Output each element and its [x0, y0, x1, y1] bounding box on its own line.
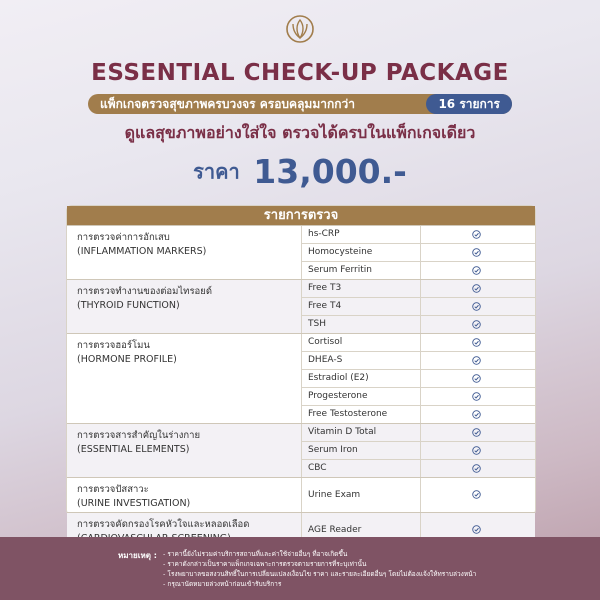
table-heading: รายการตรวจ: [67, 206, 535, 225]
table-row: [302, 226, 536, 244]
test-name: TSH: [308, 319, 326, 329]
test-name: Free T3: [308, 283, 342, 293]
table-row: [302, 280, 536, 298]
page-subtitle: ดูแลสุขภาพอย่างใส่ใจ ตรวจได้ครบในแพ็กเกจเดียว: [124, 123, 476, 142]
test-name: hs-CRP: [308, 229, 340, 239]
group-items: [301, 478, 536, 512]
group-label-english: (HORMONE PROFILE): [77, 354, 177, 365]
included-cell: [420, 478, 537, 512]
check-circle-icon: [472, 464, 481, 473]
group-label-english: (ESSENTIAL ELEMENTS): [77, 444, 190, 455]
package-banner-text: แพ็กเกจตรวจสุขภาพครบวงจร ครอบคลุมมากกว่า: [100, 97, 355, 111]
table-row: [302, 442, 536, 460]
note-item: - โรงพยาบาลขอสงวนสิทธิ์ในการเปลี่ยนแปลงเงื่อนไข ราคา และรายละเอียดอื่นๆ โดยไม่ต้องแจ้งให้ทราบล่วงหน้า: [163, 570, 477, 578]
note-item: - กรุณานัดหมายล่วงหน้าก่อนเข้ารับบริการ: [163, 580, 282, 588]
price-value: 13,000.-: [253, 152, 407, 191]
check-circle-icon: [472, 356, 481, 365]
lotus-logo-icon: [285, 14, 315, 44]
table-row: [302, 388, 536, 406]
included-cell: [420, 298, 537, 315]
included-cell: [420, 370, 537, 387]
table-group: [67, 225, 535, 279]
check-circle-icon: [472, 428, 481, 437]
included-cell: [420, 226, 537, 243]
test-name: DHEA-S: [308, 355, 343, 365]
group-label-thai: การตรวจค่าการอักเสบ: [77, 232, 170, 243]
check-circle-icon: [472, 374, 481, 383]
table-row: [302, 316, 536, 333]
note-item: - ราคาดังกล่าวเป็นราคาแพ็กเกจเฉพาะการตรวจตามรายการที่ระบุเท่านั้น: [163, 560, 367, 568]
group-items: [301, 226, 536, 279]
notes-title: หมายเหตุ :: [118, 551, 157, 560]
table-row: [302, 406, 536, 423]
table-row: [302, 298, 536, 316]
note-item: - ราคานี้ยังไม่รวมค่าบริการสถานที่และค่าใช้จ่ายอื่นๆ ที่อาจเกิดขึ้น: [163, 550, 348, 558]
table-group: [67, 423, 535, 477]
test-name: Serum Ferritin: [308, 265, 372, 275]
table-row: [302, 262, 536, 279]
table-group: [67, 477, 535, 512]
table-row: [302, 370, 536, 388]
table-row: [302, 334, 536, 352]
check-circle-icon: [472, 338, 481, 347]
test-name: Urine Exam: [308, 490, 361, 500]
check-circle-icon: [472, 302, 481, 311]
check-circle-icon: [472, 392, 481, 401]
test-name: Serum Iron: [308, 445, 358, 455]
group-label: [77, 483, 302, 511]
check-circle-icon: [472, 525, 481, 534]
group-label-thai: การตรวจฮอร์โมน: [77, 340, 150, 351]
check-circle-icon: [472, 248, 481, 257]
table-group: [67, 333, 535, 423]
included-cell: [420, 388, 537, 405]
table-group: [67, 279, 535, 333]
group-label-thai: การตรวจคัดกรองโรคหัวใจและหลอดเลือด: [77, 519, 250, 530]
check-circle-icon: [472, 230, 481, 239]
package-banner: [88, 94, 512, 114]
included-cell: [420, 352, 537, 369]
test-name: AGE Reader: [308, 525, 362, 535]
group-label: [77, 429, 302, 457]
check-circle-icon: [472, 410, 481, 419]
group-label-english: (URINE INVESTIGATION): [77, 498, 191, 509]
group-label-thai: การตรวจปัสสาวะ: [77, 484, 149, 495]
group-label-thai: การตรวจทำงานของต่อมไทรอยด์: [77, 286, 212, 297]
check-circle-icon: [472, 266, 481, 275]
table-row: [302, 478, 536, 512]
included-cell: [420, 406, 537, 423]
group-label: [77, 231, 302, 259]
test-name: Progesterone: [308, 391, 368, 401]
group-items: [301, 280, 536, 333]
group-items: [301, 424, 536, 477]
price: [0, 152, 600, 191]
group-items: [301, 334, 536, 423]
included-cell: [420, 316, 537, 333]
group-label-english: (INFLAMMATION MARKERS): [77, 246, 207, 257]
notes-list: [163, 549, 583, 589]
check-circle-icon: [472, 446, 481, 455]
item-count-badge: 16 รายการ: [426, 94, 512, 114]
table-row: [302, 352, 536, 370]
group-label: [77, 339, 302, 367]
test-name: Vitamin D Total: [308, 427, 377, 437]
table-row: [302, 244, 536, 262]
included-cell: [420, 244, 537, 261]
group-label-thai: การตรวจสารสำคัญในร่างกาย: [77, 430, 201, 441]
test-name: Cortisol: [308, 337, 343, 347]
group-label-english: (THYROID FUNCTION): [77, 300, 180, 311]
price-label: ราคา: [193, 159, 240, 184]
page-title: ESSENTIAL CHECK-UP PACKAGE: [91, 60, 509, 86]
table-row: [302, 424, 536, 442]
included-cell: [420, 262, 537, 279]
table-body: [67, 225, 535, 547]
table-row: [302, 460, 536, 477]
check-circle-icon: [472, 490, 481, 499]
test-name: Free Testosterone: [308, 409, 388, 419]
test-name: CBC: [308, 463, 327, 473]
group-label: [77, 285, 302, 313]
test-name: Estradiol (E2): [308, 373, 369, 383]
included-cell: [420, 280, 537, 297]
included-cell: [420, 334, 537, 351]
included-cell: [420, 424, 537, 441]
check-circle-icon: [472, 320, 481, 329]
included-cell: [420, 460, 537, 477]
included-cell: [420, 442, 537, 459]
checkup-table: [66, 205, 536, 535]
test-name: Homocysteine: [308, 247, 373, 257]
test-name: Free T4: [308, 301, 342, 311]
check-circle-icon: [472, 284, 481, 293]
